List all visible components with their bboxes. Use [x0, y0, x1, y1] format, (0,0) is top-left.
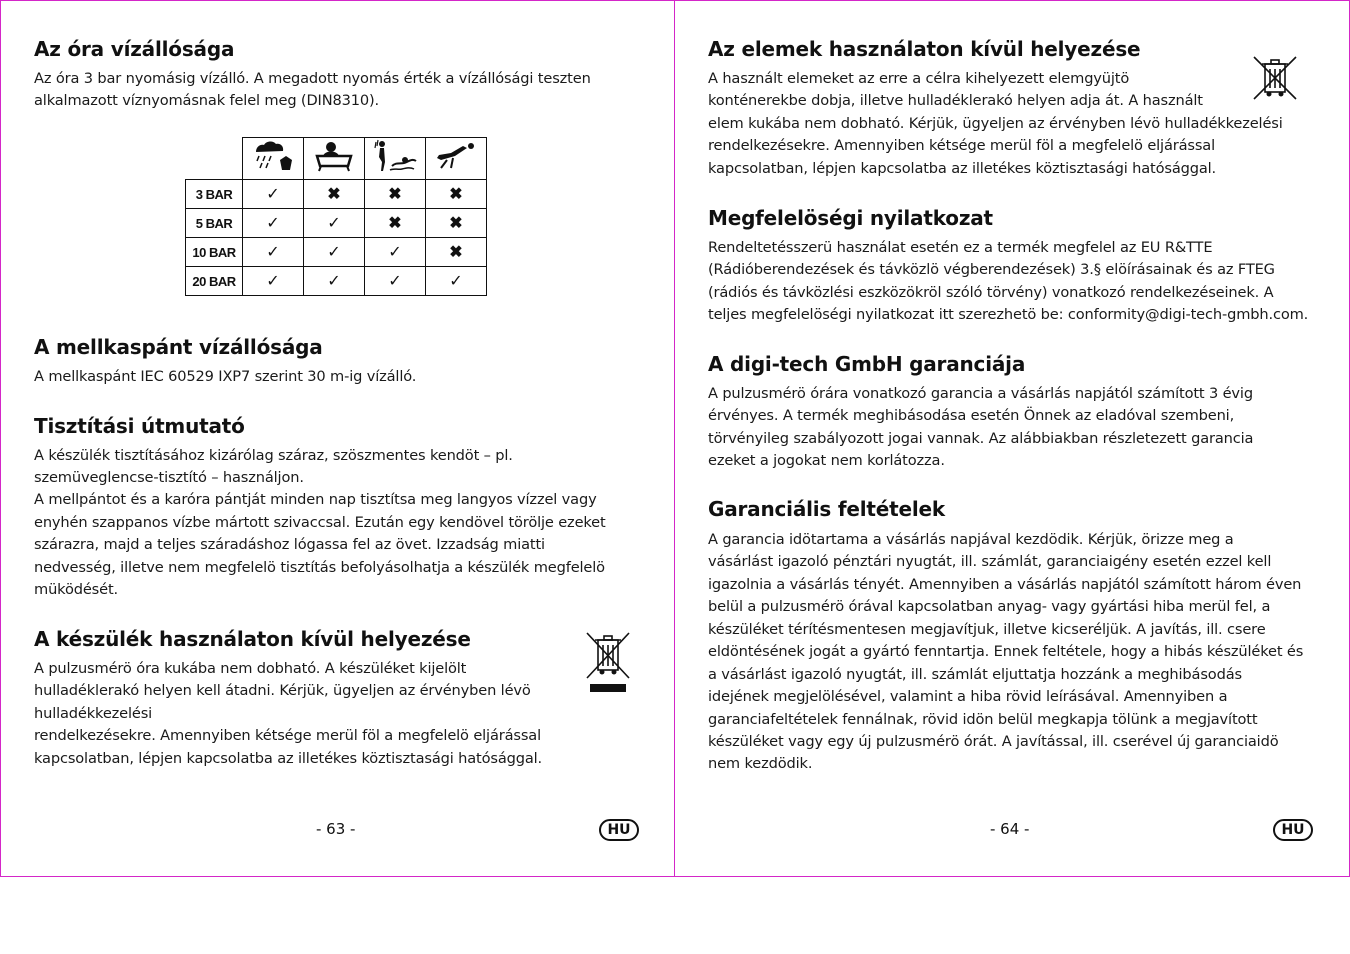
section-title: Megfelelöségi nyilatkozat [708, 206, 993, 230]
section-line: törvényileg szabályozott jogai vannak. Az alábbiakban részletezett garancia [708, 430, 1254, 447]
section-line: a vásárlást igazoló nyugtát, ill. számlát eljuttatja hozzánk a meghibásodás [708, 666, 1242, 683]
section-line: A pulzusmérö órára vonatkozó garancia a vásárlás napjától számított 3 évig [708, 385, 1253, 402]
section-line: A használt elemeket az erre a célra kihelyezett elemgyüjtö [708, 70, 1130, 87]
section-line: nem kezdödik. [708, 755, 813, 772]
check-icon: ✓ [304, 209, 365, 238]
page-number: - 63 - [316, 820, 356, 838]
bath-icon [304, 138, 365, 180]
section-line: érvényes. A termék meghibásodása esetén Önnek az eladóval szembeni, [708, 407, 1235, 424]
page-divider [674, 0, 675, 877]
table-row [186, 180, 487, 209]
section-line: igazolnia a vásárlás tényét. Amennyiben a vásárlás napjától számított három éven [708, 576, 1302, 593]
pressure-label: 10 BAR [186, 238, 243, 267]
section-line: elem kukába nem dobható. Kérjük, ügyeljen az érvényben lévö hulladékkezelési [708, 115, 1283, 132]
language-badge: HU [599, 819, 639, 841]
section-line: alkalmazott víznyomásnak felel meg (DIN8310). [34, 92, 380, 109]
section-title: Az elemek használaton kívül helyezése [708, 37, 1141, 61]
section-title: Tisztítási útmutató [34, 414, 245, 438]
check-icon: ✓ [304, 238, 365, 267]
section-line: Az óra 3 bar nyomásig vízálló. A megadott nyomás érték a vízállósági teszten [34, 70, 591, 87]
section-line: eldöntésének jogát a gyártó fenntartja. Ennek feltétele, hogy a hibás készüléket és [708, 643, 1304, 660]
section-line: szárazra, majd a teljes száradáshoz lógassa fel az övet. Izzadság miatti [34, 536, 545, 553]
section-line: ezeket a jogokat nem korlátozza. [708, 452, 945, 469]
pressure-label: 5 BAR [186, 209, 243, 238]
section-line: Rendeltetésszerü használat esetén ez a termék megfelel az EU R&TTE [708, 239, 1213, 256]
section-line: hulladéklerakó helyen kell átadni. Kérjük, ügyeljen az érvényben lévö [34, 682, 531, 699]
check-icon: ✓ [243, 238, 304, 267]
check-icon: ✓ [243, 209, 304, 238]
check-icon: ✓ [243, 267, 304, 296]
check-icon: ✓ [365, 238, 426, 267]
section-line: hulladékkezelési [34, 705, 153, 722]
section-line: A garancia idötartama a vásárlás napjával kezdödik. Kérjük, örizze meg a [708, 531, 1234, 548]
section-line: A mellpántot és a karóra pántját minden nap tisztítsa meg langyos vízzel vagy [34, 491, 597, 508]
section-title: Az óra vízállósága [34, 37, 235, 61]
section-line: A mellkaspánt IEC 60529 IXP7 szerint 30 m-ig vízálló. [34, 368, 417, 385]
section-line: A készülék tisztításához kizárólag száraz, szöszmentes kendöt – pl. [34, 447, 513, 464]
section-line: teljes megfelelöségi nyilatkozat itt szerezhetö be: conformity@digi-tech-gmbh.com. [708, 306, 1309, 323]
section-line: idejének megjelölésével, valamint a hiba rövid leírásával. Amennyiben a [708, 688, 1228, 705]
cross-icon: ✖ [426, 238, 487, 267]
cross-icon: ✖ [304, 180, 365, 209]
page-number: - 64 - [990, 820, 1030, 838]
section-line: müködését. [34, 581, 119, 598]
shower-swim-icon [365, 138, 426, 180]
section-line: vásárlást igazoló pénztári nyugtát, ill. számlát, garanciaigény esetén ezzel kell [708, 553, 1272, 570]
section-title: A mellkaspánt vízállósága [34, 335, 323, 359]
table-row [186, 238, 487, 267]
section-line: (rádiós és távközlési eszközökröl szóló törvény) vonatkozó rendelkezéseinek. A [708, 284, 1274, 301]
section-title: A készülék használaton kívül helyezése [34, 627, 471, 651]
cross-icon: ✖ [365, 180, 426, 209]
section-line: szemüveglencse-tisztító – használjon. [34, 469, 304, 486]
check-icon: ✓ [304, 267, 365, 296]
section-line: készüléket vagy egy új pulzusmérö órát. A javítással, ill. cserével új garanciaidö [708, 733, 1279, 750]
table-row [186, 209, 487, 238]
section-line: belül a pulzusmérö órával kapcsolatban anyag- vagy gyártási hiba merül fel, a [708, 598, 1271, 615]
table-row [186, 267, 487, 296]
cross-icon: ✖ [365, 209, 426, 238]
dive-icon [426, 138, 487, 180]
check-icon: ✓ [365, 267, 426, 296]
check-icon: ✓ [243, 180, 304, 209]
cross-icon: ✖ [426, 209, 487, 238]
crossed-bin-icon [1251, 54, 1299, 102]
pressure-label: 3 BAR [186, 180, 243, 209]
table-corner [186, 138, 243, 180]
section-line: (Rádióberendezések és távközlö végberendezések) 3.§ elöírásainak és az FTEG [708, 261, 1275, 278]
section-line: A pulzusmérö óra kukába nem dobható. A készüléket kijelölt [34, 660, 467, 677]
language-badge: HU [1273, 819, 1313, 841]
check-icon: ✓ [426, 267, 487, 296]
section-line: konténerekbe dobja, illetve hulladéklerakó helyen adja át. A használt [708, 92, 1203, 109]
section-line: rendelkezésekre. Amennyiben kétsége merül föl a megfelelö eljárással [708, 137, 1216, 154]
section-line: kapcsolatban, lépjen kapcsolatba az illetékes köztisztasági hatósággal. [708, 160, 1217, 177]
water-resistance-table [185, 137, 487, 296]
cross-icon: ✖ [426, 180, 487, 209]
rain-splash-icon [243, 138, 304, 180]
section-line: nedvesség, illetve nem megfelelö tisztítás befolyásolhatja a készülék megfelelö [34, 559, 605, 576]
section-title: Garanciális feltételek [708, 497, 945, 521]
pressure-label: 20 BAR [186, 267, 243, 296]
section-title: A digi-tech GmbH garanciája [708, 352, 1026, 376]
section-line: enyhén szappanos vízbe mártott szivaccsal. Ezután egy kendövel törölje ezeket [34, 514, 606, 531]
section-line: rendelkezésekre. Amennyiben kétsége merül föl a megfelelö eljárással [34, 727, 542, 744]
section-line: készüléket térítésmentesen megjavítjuk, illetve kicseréljük. A javítás, ill. csere [708, 621, 1266, 638]
section-line: kapcsolatban, lépjen kapcsolatba az illetékes köztisztasági hatósággal. [34, 750, 543, 767]
crossed-bin-icon [584, 630, 632, 694]
table-header-row [186, 138, 487, 180]
section-line: garanciafeltételek fennálnak, rövid idön belül megkapja tölünk a megjavított [708, 711, 1258, 728]
